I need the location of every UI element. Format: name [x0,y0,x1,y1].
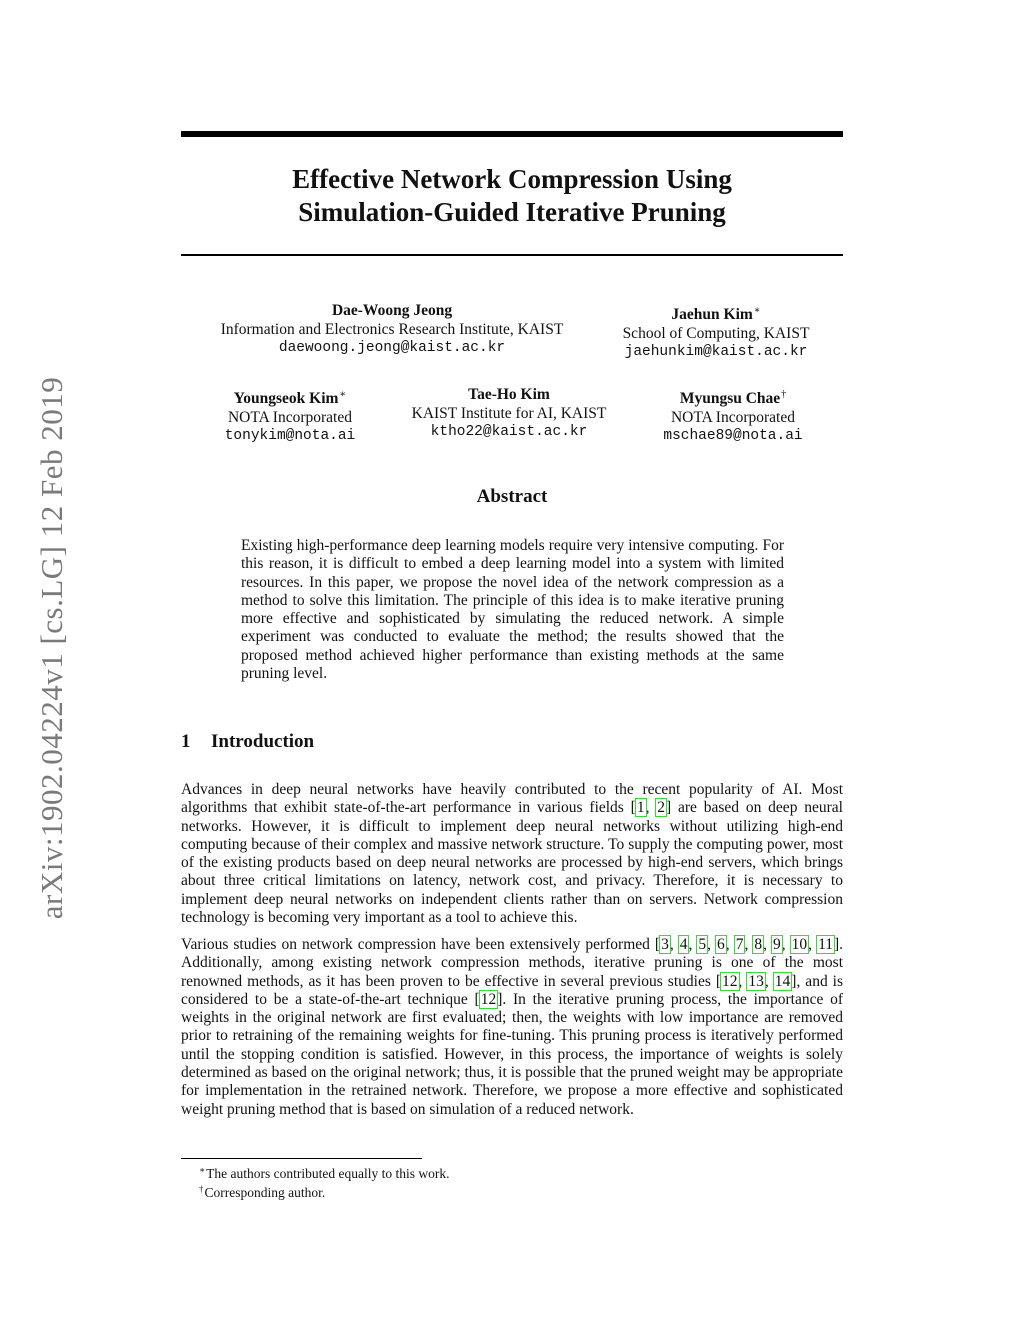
author-email[interactable]: mschae89@nota.ai [663,428,803,444]
citation-link[interactable]: 7 [735,936,744,953]
footnote-text: Corresponding author. [204,1185,326,1200]
author-affiliation: KAIST Institute for AI, KAIST [411,405,607,422]
paper-title [181,163,843,229]
citation-link[interactable]: 12 [480,990,497,1008]
author-name: Jaehun Kim∗ [671,305,761,323]
footnote-equal-contribution [199,1162,449,1182]
author-block-4 [399,385,619,442]
author-name: Tae-Ho Kim [468,386,550,403]
intro-paragraph-1: Advances in deep neural networks have heavily contributed to the recent popularity of AI. Most algorithms that exhibit state-of-the-art performance in various fields [1, 2] are based on deep neural networks. However, it is difficult to implement deep neural networks without utilizing high-end computing because of their complex and massive network structure. To supply the computing power, most of the existing products based on deep neural networks are processed by high-end servers, which brings about three critical limitations on latency, network cost, and privacy. Therefore, it is necessary to implement deep neural networks on independent clients rather than on servers. Network compression technology is becoming very important as a tool to achieve this. [181,781,843,927]
section-title: Introduction [211,731,315,752]
footnote-rule [181,1158,422,1159]
author-email[interactable]: ktho22@kaist.ac.kr [430,424,588,440]
abstract-body: Existing high-performance deep learning models require very intensive computing. For this reason, it is difficult to embed a deep learning model into a system with limited resources. In this paper, we propose the novel idea of the network compression as a method to solve this limitation. The principle of this idea is to make iterative pruning more effective and sophisticated by simulating the reduced network. A simple experiment was conducted to evaluate the method; the results showed that the proposed method achieved higher performance than existing methods at the same pruning level. [241,537,784,683]
author-block-2 [605,301,827,362]
title-top-rule [181,131,843,137]
author-email[interactable]: daewoong.jeong@kaist.ac.kr [278,340,506,356]
author-affiliation: NOTA Incorporated [670,409,795,426]
citation-link[interactable]: 9 [773,936,781,953]
author-block-1 [206,301,578,358]
title-line-2: Simulation-Guided Iterative Pruning [298,197,726,227]
citation-link[interactable]: 5 [698,936,707,953]
author-affiliation: Information and Electronics Research Institute, KAIST [220,321,564,338]
citation-link[interactable]: 2 [657,799,666,817]
footnote-mark: † [199,1184,204,1194]
equal-contribution-mark: ∗ [753,305,761,316]
author-name: Myungsu Chae† [679,389,787,407]
footnote-mark: ∗ [199,1165,206,1175]
title-line-1: Effective Network Compression Using [292,164,732,194]
citation-link[interactable]: 12 [722,972,738,990]
citation-link[interactable]: 8 [754,936,763,953]
author-name: Dae-Woong Jeong [331,302,453,319]
author-email[interactable]: tonykim@nota.ai [224,428,356,444]
citation-link[interactable]: 14 [774,972,791,990]
citation-link[interactable]: 13 [748,972,764,990]
citation-link[interactable]: 11 [818,936,834,953]
section-heading-introduction [181,731,314,753]
author-block-5 [648,385,818,446]
intro-paragraph-2: Various studies on network compression have been extensively performed [3, 4, 5, 6, 7, 8, 9, 10, 11]. Additionally, among existing network compression methods, iterative pruning is one of the most renowned methods, as it has been proven to be effective in several previous studies [12, 13, 14], and is considered to be a state-of-the-art technique [12]. In the iterative pruning process, the importance of weights in the original network are first evaluated; then, the weights with low importance are removed prior to retraining of the remaining weights for fine-tuning. This pruning process is iteratively performed until the stopping condition is satisfied. However, in this process, the importance of weights is solely determined as based on the original network; thus, it is possible that the pruned weight may be appropriate for implementation in the retrained network. Therefore, we propose a more effective and sophisticated weight pruning method that is based on simulation of a reduced network. [181,936,844,1118]
citation-link[interactable]: 1 [636,799,645,817]
citation-link[interactable]: 3 [661,936,669,953]
author-affiliation: NOTA Incorporated [227,409,352,426]
footnote-text: The authors contributed equally to this work. [206,1166,450,1181]
author-block-3 [205,385,375,446]
citation-link[interactable]: 4 [679,936,688,953]
abstract-heading: Abstract [476,486,548,507]
title-bottom-rule [181,254,843,256]
citation-link[interactable]: 6 [717,936,725,953]
citation-link[interactable]: 10 [791,936,808,953]
corresponding-author-mark: † [781,389,787,400]
equal-contribution-mark: ∗ [339,389,347,400]
author-email[interactable]: jaehunkim@kaist.ac.kr [624,344,808,360]
author-name: Youngseok Kim∗ [233,389,347,407]
author-affiliation: School of Computing, KAIST [622,325,810,342]
arxiv-identifier-stamp: arXiv:1902.04224v1 [cs.LG] 12 Feb 2019 [34,376,69,920]
footnote-corresponding-author [199,1181,325,1201]
section-number: 1 [181,731,191,752]
